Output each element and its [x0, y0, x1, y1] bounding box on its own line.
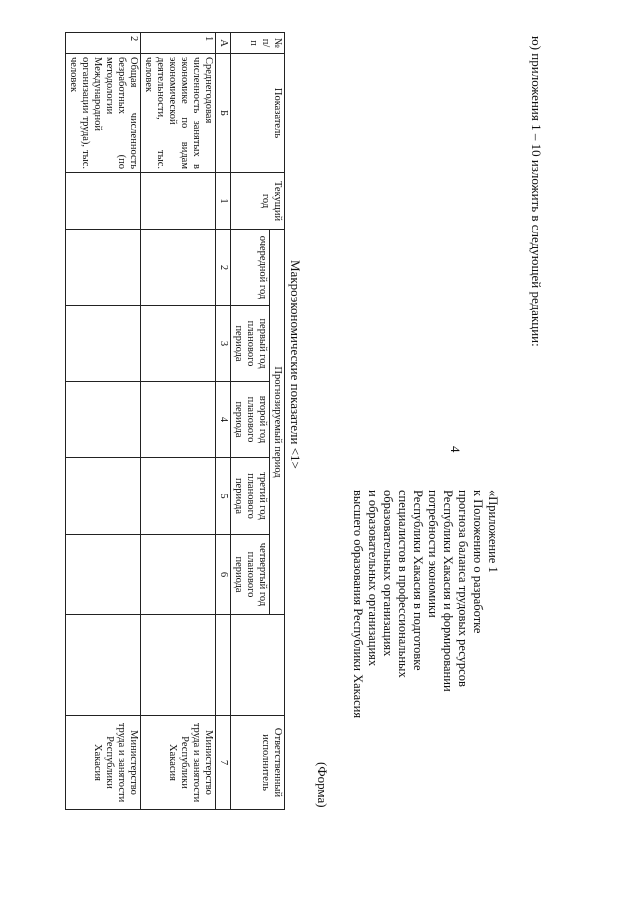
row-no: 1	[141, 33, 216, 54]
header-next-year: очередной год	[231, 230, 270, 306]
row-cell	[66, 615, 141, 716]
header-no: № п/п	[231, 33, 285, 54]
edit-instruction: ю) приложения 1 – 10 изложить в следующей редакции:	[529, 36, 544, 347]
col-number: 5	[216, 458, 231, 535]
header-year-3: третий год планового периода	[231, 458, 270, 535]
appendix-line: и образовательных организациях	[366, 490, 380, 667]
header-forecast-period: Прогнозируемый период	[270, 230, 285, 615]
row-cell	[66, 306, 141, 382]
col-number: 7	[216, 716, 231, 810]
appendix-header	[350, 490, 500, 718]
appendix-line: Республики Хакасия и формировании	[441, 490, 455, 692]
appendix-line: прогноза баланса трудовых ресурсов	[456, 490, 470, 687]
row-indicator: Общая численность безработных (по методологии Международной организации труда), тыс. человек	[66, 54, 141, 173]
row-cell	[141, 615, 216, 716]
appendix-line: образовательных организациях	[381, 490, 395, 657]
page-number: 4	[448, 446, 463, 453]
appendix-line: специалистов в профессиональных	[396, 490, 410, 678]
appendix-line: высшего образования Республики Хакасия	[351, 490, 365, 719]
col-number: 6	[216, 535, 231, 615]
row-cell	[66, 535, 141, 615]
row-responsible: Министерство труда и занятости Республики Хакасия	[66, 716, 141, 810]
header-year-1: первый год планового периода	[231, 306, 270, 382]
row-cell	[141, 382, 216, 458]
row-responsible: Министерство труда и занятости Республики Хакасия	[141, 716, 216, 810]
appendix-line: к Положению о разработке	[471, 490, 485, 634]
appendix-line: Республики Хакасия в подготовке	[411, 490, 425, 671]
row-cell	[66, 173, 141, 230]
row-cell	[66, 458, 141, 535]
row-cell	[141, 535, 216, 615]
appendix-line: «Приложение 1	[486, 490, 500, 573]
col-number: 2	[216, 230, 231, 306]
col-number: 1	[216, 173, 231, 230]
header-current-year: Текущий год	[231, 173, 285, 230]
rotated-page-content	[10, 20, 610, 840]
row-cell	[66, 230, 141, 306]
numbering-row	[216, 33, 231, 810]
header-year-2: второй год планового периода	[231, 382, 270, 458]
row-cell	[141, 306, 216, 382]
table-row	[141, 33, 216, 810]
row-indicator: Среднегодовая численность занятых в экономике по видам экономической деятельности, тыс. человек	[141, 54, 216, 173]
row-cell	[141, 458, 216, 535]
header-row-1	[270, 33, 285, 810]
col-number: Б	[216, 54, 231, 173]
row-cell	[141, 173, 216, 230]
header-responsible: Ответственный исполнитель	[231, 716, 285, 810]
macro-indicators-table	[65, 32, 285, 810]
header-year-4: четвертый год планового периода	[231, 535, 270, 615]
appendix-line: потребности экономики	[426, 490, 440, 618]
col-number-empty	[216, 615, 231, 716]
row-no: 2	[66, 33, 141, 54]
col-number: 4	[216, 382, 231, 458]
row-cell	[141, 230, 216, 306]
form-label: (Форма)	[315, 762, 330, 808]
header-empty	[231, 615, 285, 716]
col-number: А	[216, 33, 231, 54]
row-cell	[66, 382, 141, 458]
table-title: Макроэкономические показатели <1>	[288, 260, 303, 469]
table-row	[66, 33, 141, 810]
header-indicator: Показатель	[231, 54, 285, 173]
col-number: 3	[216, 306, 231, 382]
